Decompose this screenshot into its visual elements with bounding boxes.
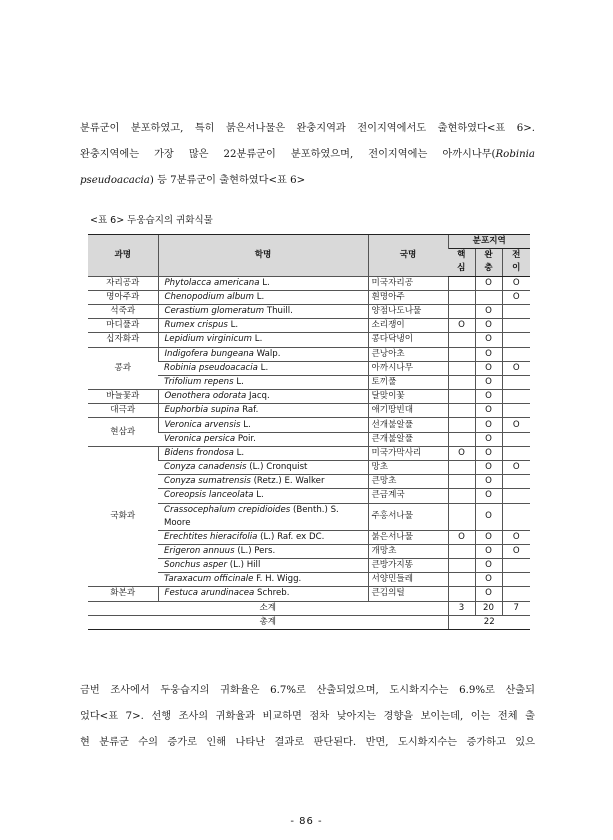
species-author: Poir.: [235, 433, 256, 444]
scientific-name-cell: [158, 361, 368, 375]
species-author: L.: [252, 334, 263, 345]
buffer-presence-cell: O: [475, 475, 502, 489]
paragraph-line: 분류군이 분포하였고, 특히 붉은서나물은 완충지역과 전이지역에서도 출현하였다<표 6>.: [80, 123, 535, 134]
text-span: ) 등 7분류군이 출현하였다<표 6>: [149, 175, 306, 186]
transition-presence-cell: [502, 319, 530, 333]
scientific-name-cell: [158, 503, 368, 530]
header-sci-name: 학명: [158, 235, 368, 277]
transition-presence-cell: [502, 390, 530, 404]
species-name: Rumex crispus: [164, 320, 228, 331]
korean-name-cell: 선개불알풀: [368, 418, 448, 432]
family-cell: 명아주과: [88, 290, 158, 304]
core-presence-cell: [448, 418, 475, 432]
core-presence-cell: [448, 361, 475, 375]
subtotal-label: 소계: [88, 601, 448, 615]
buffer-presence-cell: O: [475, 530, 502, 544]
buffer-presence-cell: O: [475, 432, 502, 446]
core-presence-cell: [448, 276, 475, 290]
species-name: Crassocephalum crepidioides: [164, 504, 291, 515]
transition-presence-cell: O: [502, 544, 530, 558]
transition-presence-cell: [502, 558, 530, 572]
buffer-presence-cell: O: [475, 573, 502, 587]
core-presence-cell: O: [448, 530, 475, 544]
korean-name-cell: 큰김의털: [368, 587, 448, 601]
table-row: [88, 276, 530, 290]
scientific-name-cell: [158, 587, 368, 601]
core-presence-cell: [448, 475, 475, 489]
family-cell: 화본과: [88, 587, 158, 601]
species-author: L.: [227, 320, 239, 331]
paragraph-intro: [80, 116, 535, 194]
family-cell: 자리공과: [88, 276, 158, 290]
table-row: [88, 333, 530, 347]
korean-name-cell: 미국가막사리: [368, 446, 448, 460]
header-buffer: 완: [475, 249, 502, 263]
core-presence-cell: [448, 304, 475, 318]
species-name: Chenopodium album: [164, 291, 254, 302]
species-name: Lepidium virginicum: [164, 334, 253, 345]
buffer-presence-cell: O: [475, 558, 502, 572]
core-presence-cell: [448, 375, 475, 389]
species-name: Taraxacum officinale: [164, 574, 254, 585]
species-author: Thuill.: [264, 306, 293, 317]
transition-presence-cell: [502, 503, 530, 530]
family-cell: 대극과: [88, 404, 158, 418]
species-author: (Retz.) E. Walker: [250, 476, 325, 487]
buffer-presence-cell: O: [475, 361, 502, 375]
species-name: Conyza sumatrensis: [164, 476, 251, 487]
core-presence-cell: [448, 503, 475, 530]
transition-presence-cell: O: [502, 361, 530, 375]
korean-name-cell: 붉은서나물: [368, 530, 448, 544]
species-author: Walp.: [253, 348, 281, 359]
species-name: Erechtites hieracifolia: [164, 531, 258, 542]
buffer-presence-cell: O: [475, 418, 502, 432]
family-cell: 마디풀과: [88, 319, 158, 333]
page-number: - 86 -: [290, 816, 323, 827]
core-presence-cell: [448, 333, 475, 347]
scientific-name-cell: [158, 276, 368, 290]
buffer-presence-cell: O: [475, 587, 502, 601]
transition-presence-cell: [502, 573, 530, 587]
header-family: 과명: [88, 235, 158, 277]
core-presence-cell: O: [448, 319, 475, 333]
core-presence-cell: [448, 489, 475, 503]
korean-name-cell: 큰망초: [368, 475, 448, 489]
table-row: [88, 290, 530, 304]
species-author: L.: [259, 277, 270, 288]
buffer-presence-cell: O: [475, 276, 502, 290]
korean-name-cell: 달맞이꽃: [368, 390, 448, 404]
header-distribution-region: 분포지역: [448, 235, 530, 249]
species-name: Festuca arundinacea: [164, 588, 255, 599]
species-author: L.: [233, 447, 245, 458]
scientific-name-cell: [158, 573, 368, 587]
scientific-name-cell: [158, 304, 368, 318]
scientific-name-cell: [158, 418, 368, 432]
core-presence-cell: [448, 390, 475, 404]
total-value: 22: [448, 615, 530, 629]
species-author: Schreb.: [254, 588, 290, 599]
species-author: Jacq.: [246, 391, 270, 402]
korean-name-cell: 망초: [368, 461, 448, 475]
transition-presence-cell: [502, 475, 530, 489]
scientific-name-cell: [158, 390, 368, 404]
korean-name-cell: 양점나도나물: [368, 304, 448, 318]
scientific-name-cell: [158, 446, 368, 460]
buffer-presence-cell: O: [475, 489, 502, 503]
species-name: Trifolium repens: [164, 376, 234, 387]
scientific-name-cell: [158, 290, 368, 304]
buffer-presence-cell: O: [475, 446, 502, 460]
korean-name-cell: 큰방가지똥: [368, 558, 448, 572]
table-row: [88, 347, 530, 361]
scientific-name-cell: [158, 558, 368, 572]
species-name: Robinia pseudoacacia: [164, 362, 258, 373]
buffer-presence-cell: [475, 290, 502, 304]
species-name: Erigeron annuus: [164, 545, 235, 556]
table-row: [88, 319, 530, 333]
total-label: 총계: [88, 615, 448, 629]
subtotal-transition: 7: [502, 601, 530, 615]
scientific-name-cell: [158, 432, 368, 446]
species-name: Sonchus asper: [164, 560, 228, 571]
species-name: Indigofera bungeana: [164, 348, 254, 359]
naturalized-plants-table: [88, 234, 530, 630]
subtotal-core: 3: [448, 601, 475, 615]
family-cell: 석죽과: [88, 304, 158, 318]
buffer-presence-cell: O: [475, 319, 502, 333]
transition-presence-cell: [502, 587, 530, 601]
header-core: 심: [448, 262, 475, 276]
table-row: [88, 404, 530, 418]
korean-name-cell: 주홍서나물: [368, 503, 448, 530]
core-presence-cell: [448, 347, 475, 361]
scientific-name-cell: [158, 333, 368, 347]
korean-name-cell: 애기땅빈대: [368, 404, 448, 418]
core-presence-cell: [448, 587, 475, 601]
header-transition: 이: [502, 262, 530, 276]
species-author: L.: [253, 291, 265, 302]
subtotal-row: [88, 601, 530, 615]
buffer-presence-cell: O: [475, 347, 502, 361]
species-name: Veronica persica: [164, 433, 236, 444]
species-name: Coreopsis lanceolata: [164, 490, 254, 501]
species-author: L.: [233, 376, 244, 387]
table-caption: <표 6> 두웅습지의 귀화식물: [90, 215, 213, 226]
table-row: [88, 418, 530, 432]
scientific-name-cell: [158, 461, 368, 475]
header-core: 핵: [448, 249, 475, 263]
species-author: L.: [257, 362, 269, 373]
family-cell: 콩과: [88, 347, 158, 390]
buffer-presence-cell: O: [475, 461, 502, 475]
species-author: L.: [240, 419, 251, 430]
korean-name-cell: 토끼풀: [368, 375, 448, 389]
korean-name-cell: 개망초: [368, 544, 448, 558]
transition-presence-cell: [502, 489, 530, 503]
transition-presence-cell: O: [502, 418, 530, 432]
scientific-name-cell: [158, 404, 368, 418]
transition-presence-cell: [502, 432, 530, 446]
korean-name-cell: 큰낭아초: [368, 347, 448, 361]
species-author: Raf.: [239, 405, 259, 416]
scientific-name-cell: [158, 347, 368, 361]
core-presence-cell: O: [448, 446, 475, 460]
transition-presence-cell: O: [502, 290, 530, 304]
table-row: [88, 587, 530, 601]
korean-name-cell: 큰개불알풀: [368, 432, 448, 446]
scientific-name-cell: [158, 319, 368, 333]
korean-name-cell: 소리쟁이: [368, 319, 448, 333]
species-author: (L.) Hill: [227, 560, 261, 571]
family-cell: 현삼과: [88, 418, 158, 446]
buffer-presence-cell: O: [475, 333, 502, 347]
species-author: (L.) Pers.: [234, 545, 276, 556]
table-row: [88, 390, 530, 404]
transition-presence-cell: [502, 304, 530, 318]
family-cell: 국화과: [88, 446, 158, 587]
transition-presence-cell: O: [502, 276, 530, 290]
species-author: F. H. Wigg.: [253, 574, 302, 585]
paragraph-line: 금번 조사에서 두웅습지의 귀화율은 6.7%로 산출되었으며, 도시화지수는 6.9%로 산출되: [80, 685, 535, 696]
species-name: Veronica arvensis: [164, 419, 241, 430]
paragraph-naturalization: [80, 678, 535, 756]
family-cell: 십자화과: [88, 333, 158, 347]
header-transition: 전: [502, 249, 530, 263]
species-name: Oenothera odorata: [164, 391, 247, 402]
header-buffer: 충: [475, 262, 502, 276]
paragraph-line: [80, 142, 535, 168]
species-author: (L.) Cronquist: [246, 462, 308, 473]
core-presence-cell: [448, 573, 475, 587]
core-presence-cell: [448, 461, 475, 475]
core-presence-cell: [448, 544, 475, 558]
species-name: Phytolacca americana: [164, 277, 260, 288]
paragraph-line: 현 분류군 수의 증가로 인해 나타난 결과로 판단된다. 반면, 도시화지수는 증가하고 있으: [80, 737, 535, 748]
scientific-name-cell: [158, 475, 368, 489]
scientific-name-cell: [158, 375, 368, 389]
scientific-name-cell: [158, 544, 368, 558]
core-presence-cell: [448, 558, 475, 572]
buffer-presence-cell: O: [475, 390, 502, 404]
core-presence-cell: [448, 432, 475, 446]
subtotal-buffer: 20: [475, 601, 502, 615]
core-presence-cell: [448, 404, 475, 418]
species-author: (Benth.) S. Moore: [164, 504, 339, 528]
core-presence-cell: [448, 290, 475, 304]
species-name: Bidens frondosa: [164, 447, 234, 458]
paragraph-line: [80, 168, 535, 194]
paragraph-line: 었다<표 7>. 선행 조사의 귀화율과 비교하면 점차 낮아지는 경향을 보이는데, 이는 전체 출: [80, 711, 535, 722]
species-author: (L.) Raf. ex DC.: [257, 531, 325, 542]
korean-name-cell: 미국자리공: [368, 276, 448, 290]
buffer-presence-cell: O: [475, 375, 502, 389]
total-row: [88, 615, 530, 629]
transition-presence-cell: O: [502, 530, 530, 544]
transition-presence-cell: [502, 446, 530, 460]
buffer-presence-cell: O: [475, 544, 502, 558]
species-name: Conyza canadensis: [164, 462, 247, 473]
header-korean-name: 국명: [368, 235, 448, 277]
scientific-name-cell: [158, 489, 368, 503]
italic-species: Robinia: [495, 149, 535, 160]
family-cell: 바늘꽃과: [88, 390, 158, 404]
korean-name-cell: 콩다닥냉이: [368, 333, 448, 347]
transition-presence-cell: O: [502, 461, 530, 475]
transition-presence-cell: [502, 333, 530, 347]
korean-name-cell: 큰금계국: [368, 489, 448, 503]
table-row: [88, 304, 530, 318]
species-name: Cerastium glomeratum: [164, 306, 265, 317]
buffer-presence-cell: O: [475, 404, 502, 418]
korean-name-cell: 흰명아주: [368, 290, 448, 304]
transition-presence-cell: [502, 347, 530, 361]
korean-name-cell: 서양민들레: [368, 573, 448, 587]
italic-species: pseudoacacia: [80, 175, 150, 186]
transition-presence-cell: [502, 404, 530, 418]
korean-name-cell: 아까시나무: [368, 361, 448, 375]
text-span: 완충지역에는 가장 많은 22분류군이 분포하였으며, 전이지역에는 아까시나무(: [80, 149, 496, 160]
species-author: L.: [253, 490, 264, 501]
transition-presence-cell: [502, 375, 530, 389]
scientific-name-cell: [158, 530, 368, 544]
table-row: [88, 446, 530, 460]
buffer-presence-cell: O: [475, 304, 502, 318]
species-name: Euphorbia supina: [164, 405, 240, 416]
buffer-presence-cell: O: [475, 503, 502, 530]
